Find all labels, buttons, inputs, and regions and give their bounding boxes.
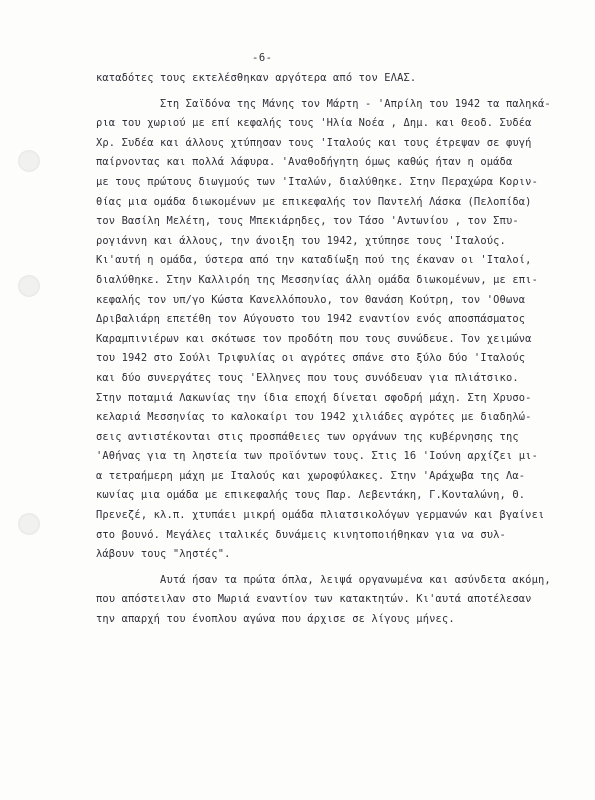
punch-hole [18,513,40,535]
text-line: σεις αντιστέκονται στις προσπάθειες των οργάνων της κυβέρνησης της [96,430,519,443]
text-line: και δύο συνεργάτες τους 'Ελληνες που τους συνόδευαν για πλιάτσικο. [96,371,519,384]
text-line: 'Αθήνας για τη ληστεία των προϊόντων τους. Στις 16 'Ιούνη αρχίζει μι- [96,450,538,463]
text-line: ρια του χωριού με επί κεφαλής τους 'Ηλία Νοέα , Δημ. και Θεοδ. Συδέα [96,117,532,130]
text-line: Δριβαλιάρη επετέθη τον Αύγουστο του 1942 εναντίον ενός αποσπάσματος [96,313,526,326]
text-line: ρογιάννη και άλλους, την άνοιξη του 1942, χτύπησε τους 'Ιταλούς. [96,234,506,247]
paragraph [96,95,568,565]
text-line: στο βουνό. Μεγάλες ιταλικές δυνάμεις κινητοποιήθηκαν για να συλ- [96,528,506,541]
text-line: με τους πρώτους διωγμούς των 'Ιταλών, διαλύθηκε. Στην Περαχώρα Κοριν- [96,175,538,188]
paragraph [96,69,568,89]
page-number: -6- [252,52,273,64]
text-line: θίας μια ομάδα διωκομένων με επικεφαλής τον Παντελή Λάσκα (Πελοπίδα) [96,195,532,208]
text-line: κεφαλής τον υπ/γο Κώστα Κανελλόπουλο, τον Θανάση Κούτρη, τον 'Οθωνα [96,293,526,306]
text-line: Κι'αυτή η ομάδα, ύστερα από την καταδίωξη πού της έκαναν οι 'Ιταλοί, [96,254,532,267]
text-line: Αυτά ήσαν τα πρώτα όπλα, λειψά οργανωμένα και ασύνδετα ακόμη, [96,573,551,586]
text-line: Πρενεζέ, κλ.π. χτυπάει μικρή ομάδα πλιατσικολόγων γερμανών και βγαίνει [96,509,545,522]
punch-hole [18,275,40,297]
document-body [96,69,568,630]
paragraph [96,571,568,630]
text-line: του 1942 στο Σούλι Τριφυλίας οι αγρότες σπάνε στο ξύλο δύο 'Ιταλούς [96,352,526,365]
text-line: την απαρχή του ένοπλου αγώνα που άρχισε σε λίγους μήνες. [96,613,455,626]
text-line: τον Βασίλη Μελέτη, τους Μπεκιάρηδες, τον Τάσο 'Αντωνίου , τον Σπυ- [96,215,519,228]
text-line: κελαριά Μεσσηνίας το καλοκαίρι του 1942 χιλιάδες αγρότες με διαδηλώ- [96,411,532,424]
text-line: διαλύθηκε. Στην Καλλιρόη της Μεσσηνίας άλλη ομάδα διωκομένων, με επι- [96,273,538,286]
text-line: Χρ. Συδέα και άλλους χτύπησαν τους 'Ιταλούς και τους έτρεψαν σε φυγή [96,136,532,149]
text-line: παίρνοντας και πολλά λάφυρα. 'Αναθοδήγητη όμως καθώς ήταν η ομάδα [96,156,513,169]
text-line: λάβουν τους "ληστές". [96,548,231,561]
text-line: Στην ποταμιά Λακωνίας την ίδια εποχή δίνεται σφοδρή μάχη. Στη Χρυσο- [96,391,532,404]
text-line: α τετραήμερη μάχη με Ιταλούς και χωροφύλακες. Στην 'Αράχωβα της Λα- [96,469,526,482]
punch-hole [18,150,40,172]
text-line: Καραμπινιέρων και σκότωσε τον προδότη που τους συνώδευε. Τον χειμώνα [96,332,532,345]
text-line: κωνίας μια ομάδα με επικεφαλής τους Παρ. Λεβεντάκη, Γ.Κονταλώνη, Θ. [96,489,526,502]
text-line: που απόστειλαν στο Μωριά εναντίον των κατακτητών. Κι'αυτά αποτέλεσαν [96,593,532,606]
text-line: Στη Σαϊδόνα της Μάνης τον Μάρτη - 'Απρίλη του 1942 τα παληκά- [96,97,551,110]
text-line: καταδότες τους εκτελέσθηκαν αργότερα από τον ΕΛΑΣ. [96,72,417,84]
